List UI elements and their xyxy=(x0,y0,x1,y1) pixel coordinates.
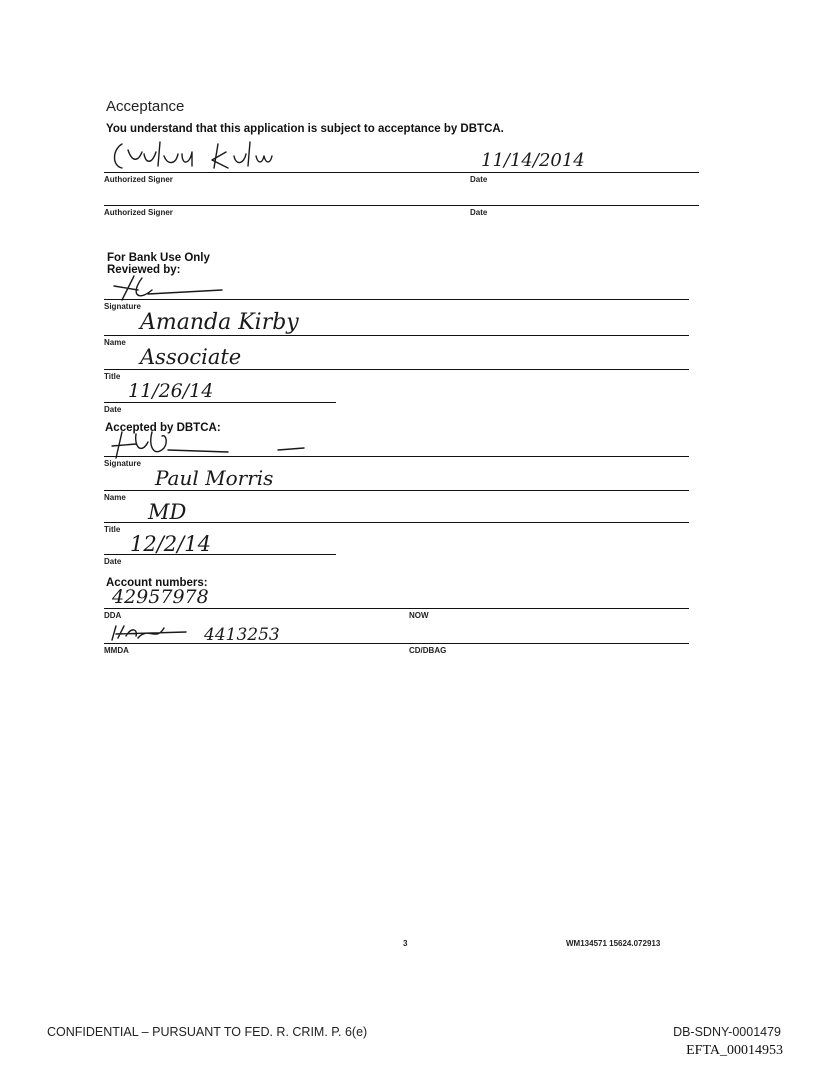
acceptor-name-line xyxy=(104,490,689,491)
acceptor-date-line xyxy=(104,554,336,555)
reviewer-name-label: Name xyxy=(104,338,126,347)
acceptance-statement: You understand that this application is subject to acceptance by DBTCA. xyxy=(106,123,504,135)
reviewer-date-value: 11/26/14 xyxy=(128,380,214,402)
efta-number: EFTA_00014953 xyxy=(686,1043,783,1058)
page-number: 3 xyxy=(403,939,408,948)
reviewer-signature-label: Signature xyxy=(104,302,141,311)
dda-label: DDA xyxy=(104,611,122,620)
acceptor-signature-line xyxy=(104,456,689,457)
reviewer-title-value: Associate xyxy=(140,345,242,369)
acceptor-name-label: Name xyxy=(104,493,126,502)
acceptor-title-label: Title xyxy=(104,525,121,534)
reviewer-name-value: Amanda Kirby xyxy=(140,310,299,335)
signer1-date-label: Date xyxy=(470,175,488,184)
acceptor-title-value: MD xyxy=(148,500,187,524)
accepted-title: Accepted by DBTCA: xyxy=(105,422,221,434)
reviewer-name-line xyxy=(104,335,689,336)
acceptor-date-label: Date xyxy=(104,557,122,566)
acceptor-date-value: 12/2/14 xyxy=(130,532,211,556)
acceptance-title: Acceptance xyxy=(106,98,185,115)
reviewer-date-line xyxy=(104,402,336,403)
acceptor-title-line xyxy=(104,522,689,523)
mmda-label: MMDA xyxy=(104,646,129,655)
signer2-label: Authorized Signer xyxy=(104,208,173,217)
signer1-date-value: 11/14/2014 xyxy=(481,150,585,171)
signer2-line xyxy=(104,205,699,206)
confidential-notice: CONFIDENTIAL – PURSUANT TO FED. R. CRIM. P. 6(e) xyxy=(47,1025,368,1039)
bank-use-title: For Bank Use Only xyxy=(107,252,210,264)
reviewer-title-label: Title xyxy=(104,372,121,381)
dda-value: 42957978 xyxy=(112,586,209,608)
acceptor-name-value: Paul Morris xyxy=(155,466,274,490)
cd-dbag-label: CD/DBAG xyxy=(409,646,447,655)
reviewer-title-line xyxy=(104,369,689,370)
reviewed-by-label: Reviewed by: xyxy=(107,264,181,276)
dda-line xyxy=(104,608,689,609)
document-code: WM134571 15624.072913 xyxy=(566,939,661,948)
signer2-date-label: Date xyxy=(470,208,488,217)
signer1-line xyxy=(104,172,699,173)
mmda-value: 4413253 xyxy=(204,625,280,645)
mmda-line xyxy=(104,643,689,644)
accounts-title: Account numbers: xyxy=(106,577,208,589)
reviewer-signature-line xyxy=(104,299,689,300)
authorized-signer-signature xyxy=(108,138,278,176)
bates-number: DB-SDNY-0001479 xyxy=(673,1025,781,1039)
acceptor-signature-label: Signature xyxy=(104,459,141,468)
reviewer-date-label: Date xyxy=(104,405,122,414)
now-label: NOW xyxy=(409,611,429,620)
signer1-label: Authorized Signer xyxy=(104,175,173,184)
